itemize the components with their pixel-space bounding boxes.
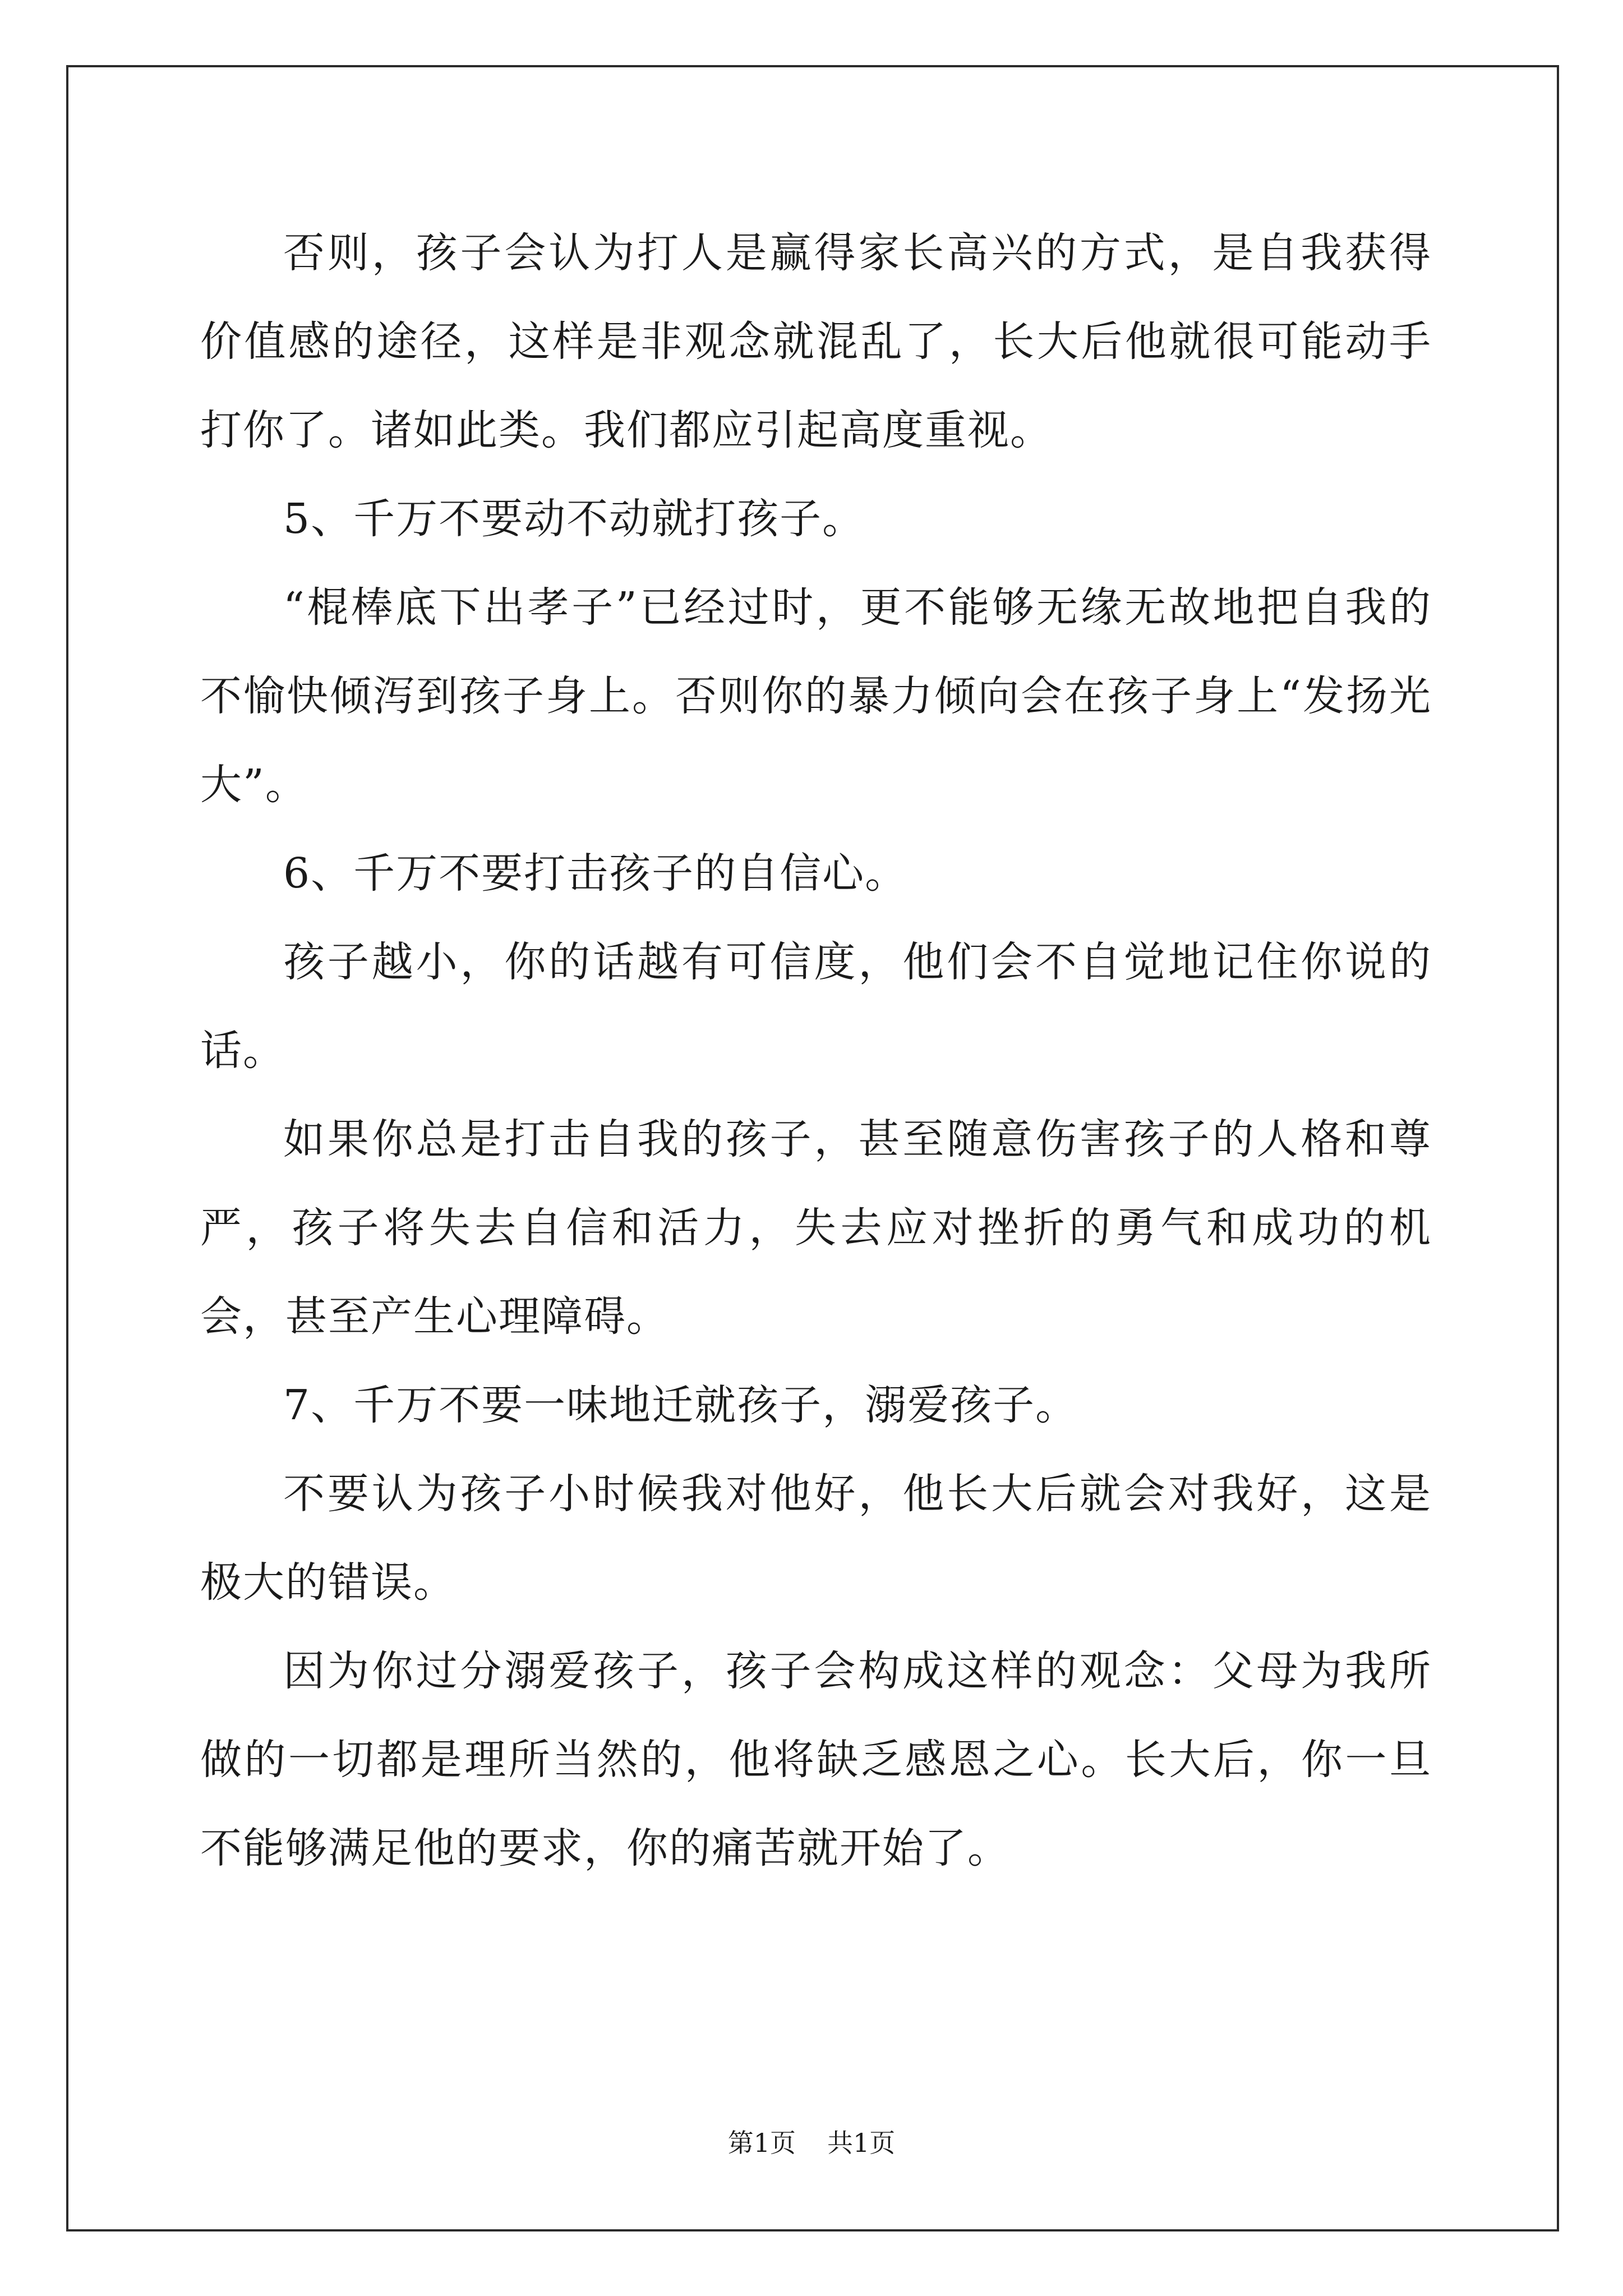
paragraph: 否则，孩子会认为打人是赢得家长高兴的方式，是自我获得价值感的途径，这样是非观念就混乱了，长大后他就很可能动手打你了。诸如此类。我们都应引起高度重视。	[200, 229, 1432, 454]
paragraph-heading: 6、千万不要打击孩子的自信心。	[283, 849, 908, 898]
page-total: 共1页	[827, 2128, 896, 2158]
paragraph-heading: 5、千万不要动不动就打孩子。	[283, 495, 865, 543]
page-footer	[0, 2126, 1623, 2160]
paragraph: 孩子越小，你的话越有可信度，他们会不自觉地记住你说的话。	[200, 938, 1432, 1075]
paragraph: 不要认为孩子小时候我对他好，他长大后就会对我好，这是极大的错误。	[200, 1470, 1432, 1607]
paragraph-heading: 7、千万不要一味地迁就孩子，溺爱孩子。	[283, 1381, 1078, 1429]
page-number: 第1页	[727, 2128, 796, 2158]
paragraph: 如果你总是打击自我的孩子，甚至随意伤害孩子的人格和尊严，孩子将失去自信和活力，失去应对挫折的勇气和成功的机会，甚至产生心理障碍。	[200, 1115, 1432, 1341]
document-body	[200, 209, 1432, 1893]
paragraph: “棍棒底下出孝子”已经过时，更不能够无缘无故地把自我的不愉快倾泻到孩子身上。否则你的暴力倾向会在孩子身上“发扬光大”。	[200, 583, 1432, 809]
paragraph: 因为你过分溺爱孩子，孩子会构成这样的观念：父母为我所做的一切都是理所当然的，他将缺乏感恩之心。长大后，你一旦不能够满足他的要求，你的痛苦就开始了。	[200, 1647, 1432, 1872]
